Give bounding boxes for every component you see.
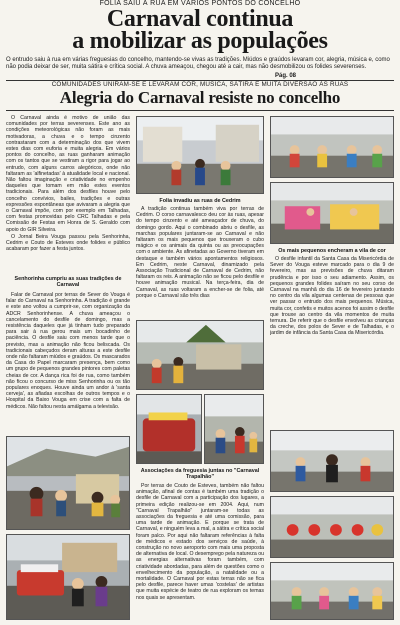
photo-couto-group (204, 394, 264, 464)
column-2-couto-esteves (136, 483, 264, 621)
section-subhead: COMUNIDADES UNIRAM-SE E LEVARAM COR, MÚSICA, SÁTIRA E MUITA DIVERSÃO ÀS RUAS (51, 81, 349, 88)
subhead-couto-esteves: Associações da freguesia juntas no "Carnaval Trapalhão" (140, 468, 260, 481)
column-1-intro (6, 115, 130, 270)
divider (6, 110, 394, 111)
subhead-vila: Os mais pequenos encheram a vila de cor (278, 248, 386, 254)
photo-senhorinha-parade (6, 436, 130, 530)
paragraph: O Jornal Beira Vouga passou pela Senhorinha, Cedrim e Couto de Esteves onde folides e público acabaram por fazer a festa juntos. (6, 233, 130, 253)
photo-cedrim-parade (136, 320, 264, 390)
paragraph: Por terras de Couto de Esteves, também não faltou animação, afinal de contas é também uma tradição o desfile de Carnaval com a participação dos lugares, a primeira edição realizou-se em 2004. Aqui, num "Carnaval Trapalhão" juntaram-se todas as associações da freguesia e até uma comissão, para uma tarde de animação. E porque se trata de Carnaval, e ninguém leva a mal, a sátira e crítica social foram palco. Por aqui não faltaram referências à falta de médicos e estado dos serviços de saúde, à construção no novo aeroporto com mais uma proposta de alternativa de local. O desemprego pela natureza ou as energias alternativas foram também, com criatividade abordadas, para além de questões como o envelhecimento da população, a natalidade ou a mortalidade. O Carnaval por estas terras não se fica pelo desfile, parece haver umas 'costelas' de artistas que muita espécie de teatro de rua exploram os temas nos quais se apresentam. (136, 483, 264, 601)
page-reference: Pág. 08 (274, 73, 296, 79)
photo-vila-children-1 (270, 116, 394, 178)
column-1-senhorinha (6, 292, 130, 432)
main-headline (0, 8, 400, 52)
section-title: Alegria do Carnaval resiste no concelho (59, 88, 341, 107)
photo-senhorinha-float (6, 534, 130, 620)
paragraph: Falar de Carnaval por terras de Sever do Vouga é falar do Carnaval na Senhorinha. A tradição é grande e este ano voltou a cumprir-se, com organização da ADCR Senhorinhense. A chuva ameaçou o cancelamento do desfile de domingo, mas a resistência daqueles que já tinham tudo preparado para sair à rua gerou mais um bocadinho de paciência. O desfile saiu com menos tarde que o previsto, mas a animação não ficou beliscada. Os tradicionais cabeçudos deram alturas a este desfile onde não faltaram miúdos e graúdos. Os mascarados da Casa do Papel marcaram presença, bem como um grupo de pequenos grandes pintores com paletas cheias de cor. A dança rica foi de rua, como também não ficou o concurso de miss Senhorinha ou os tão populares enoques. Houve ainda um andor à 'santa cerveja', as afiadas escolhas de outros tempos e o Hospital da Baixo Vouga em crise com a falta de médicos. Não faltou nesta amálgama a televisão. (6, 292, 130, 410)
headline-line-2: a mobilizar as populações (72, 28, 328, 54)
photo-cedrim-street (136, 116, 264, 194)
subhead-cedrim: Folia invadiu as ruas de Cedrim (159, 198, 241, 204)
paragraph: A tradição continua também viva por terras de Cedrim. O corso carnavalesco deu cor às ruas, apesar do tempo cinzento e até ameaçador de chuva, do domingo gordo. Aqui o combinado abriu o desfile, as marchas populares juntaram-se ao Carnaval e não faltaram os mais pequenos que trouxeram o cubo mágico e os animais da quinta ou as preocupações com o ambiente. As afinetadas ao Governo tiveram em destaque e também vários apontamentos religiosos. Em Cedrim, neste Carnaval, dinamizado pela Associação Tradicional de Carnaval de Cedrim, não faltaram os reis. A animação não se ficou pelo desfile e houve animação musical. Na terça-feira, dia de Carnaval, as ruas voltaram a encher-se de folia, até porque o Carnaval são três dias (136, 206, 264, 299)
photo-vila-children-5 (270, 562, 394, 620)
column-3-vila (270, 256, 394, 426)
photo-vila-children-4 (270, 496, 394, 558)
lead-paragraph: O entrudo saiu à rua em várias freguesias do concelho, mantendo-se vivas as tradições. Miúdos e graúdos levaram cor, alegria, música e, como não podia deixar de ser, muita sátira e crítica social. A chuva ameaçou, chegou até a cair, mas não desmobilizou os folides severenses. (6, 57, 390, 71)
column-2-cedrim (136, 206, 264, 316)
photo-vila-children-3 (270, 430, 394, 492)
headline-line-1: Carnaval continua (106, 6, 294, 32)
subhead-senhorinha: Senhorinha cumpriu as suas tradições de Carnaval (14, 276, 122, 289)
kicker: FOLIA SAIU À RUA EM VÁRIOS PONTOS DO CONCELHO (99, 0, 301, 7)
photo-vila-children-2 (270, 182, 394, 244)
paragraph: O Carnaval ainda é motivo de união das comunidades por terras severenses. Este ano as condições meteorológicas não foram as mais motivadoras, a chuva e o tempo cinzento contrastaram com a determinação dos que vivem estes dias com euforia e muita alegria. Em vários pontos do concelho, as ruas ganharam animação com os tantos que se vestiram a rigor para jogar ao entrudo, com alguns carros alegóricos, onde não faltaram as 'alfinetadas' à atualidade local e nacional. Não faltou imaginação e criatividade no empenho daqueles que tomam em mão estes eventos tradicionais. Para além dos desfiles houve pelo concelho convívios, bailes, tradições e outras expressões espontâneas que avivaram a alegria que o Carnaval impõe, com por exemplo em Talhadas, com festas promovidas pelo CRC Talhadas e pela Comissão de Festas em Honra de S. Geraldo com apoio do GIR Silveira. (6, 115, 130, 233)
paragraph: O desfile infantil da Santa Casa da Misericórdia de Sever do Vouga esteve marcado para o dia 9 de fevereiro, mas as previsões de chuva ditaram prudência e por isso o seu adiamento. Assim, os pequenos grandes folides saíram no seu corso de Carnaval na manhã do dia 16 de fevereiro juntando no centro da vila algumas centenas de pessoas que ver passar o entrudo dos mais pequenos. Música, muita cor, confetis e muitos acenos foi assim o desfile que trouxe ao centro da vila momentos de muita ternura. De referir que o desfile envolveu as crianças da creche, dos polos de Sever e de Talhadas, e o jardim de infância da Santa Casa da Misericórdia. (270, 256, 394, 337)
photo-couto-float (136, 394, 202, 464)
